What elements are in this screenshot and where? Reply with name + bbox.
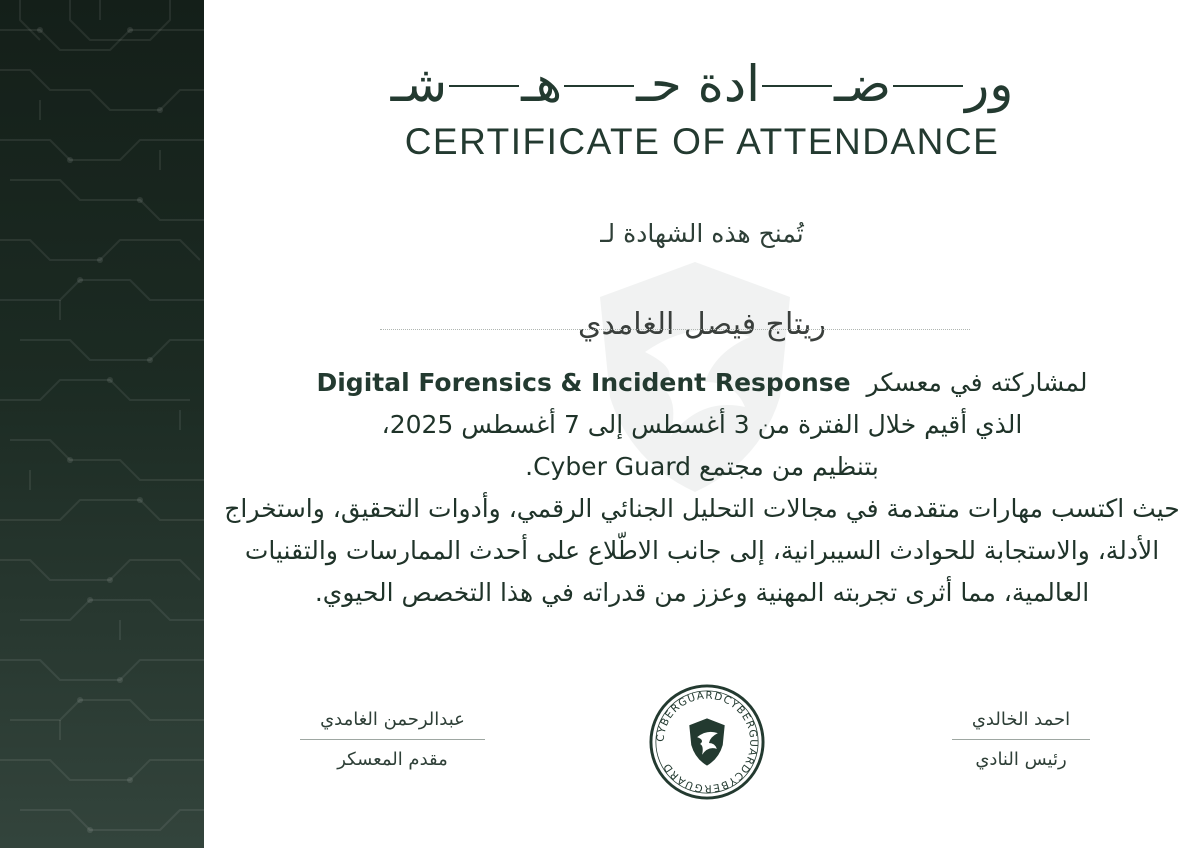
signature-left-name: عبدالرحمن الغامدي [320, 709, 465, 730]
circuit-sidebar [0, 0, 204, 848]
signature-right-line [952, 739, 1090, 740]
signature-right-name: احمد الخالدي [971, 709, 1071, 730]
seal-ring-text: CYBERGUARDCYBERGUARDCYBERGUARD [654, 689, 760, 795]
signature-left-role: مقدم المعسكر [337, 749, 448, 770]
signature-right [952, 705, 1090, 774]
body-line-1 [224, 362, 1180, 404]
signature-left-line [300, 739, 485, 740]
certificate-body [224, 362, 1180, 614]
camp-name: Digital Forensics & Incident Response [316, 368, 851, 397]
recipient-name: ريتاج فيصل الغامدي [578, 307, 826, 342]
signature-left [300, 705, 485, 774]
shield-icon [689, 718, 724, 765]
body-line-2: الذي أقيم خلال الفترة من 3 أغسطس إلى 7 أغسطس 2025، [381, 410, 1023, 439]
cyber-guard-seal [648, 683, 766, 801]
participation-prefix: لمشاركته في معسكر [866, 368, 1088, 397]
granted-to-text: تُمنح هذه الشهادة لـ [600, 219, 804, 248]
body-line-3: بتنظيم من مجتمع Cyber Guard. [525, 452, 879, 481]
body-paragraph: حيث اكتسب مهارات متقدمة في مجالات التحليل الجنائي الرقمي، وأدوات التحقيق، واستخراج الأدلة، والاستجابة للحوادث السيبرانية، إلى جانب الاطّلاع على أحدث الممارسات والتقنيات العالمية، مما أثرى تجربته المهنية وعزز من قدراته في هذا التخصص الحيوي. [224, 494, 1180, 607]
signature-right-role: رئيس النادي [975, 749, 1067, 770]
circuit-pattern [0, 0, 204, 848]
certificate-title-english: CERTIFICATE OF ATTENDANCE [404, 121, 1000, 162]
name-underline [380, 329, 970, 330]
certificate-title-arabic: ورضـادة حـهـشـ [390, 55, 1014, 113]
